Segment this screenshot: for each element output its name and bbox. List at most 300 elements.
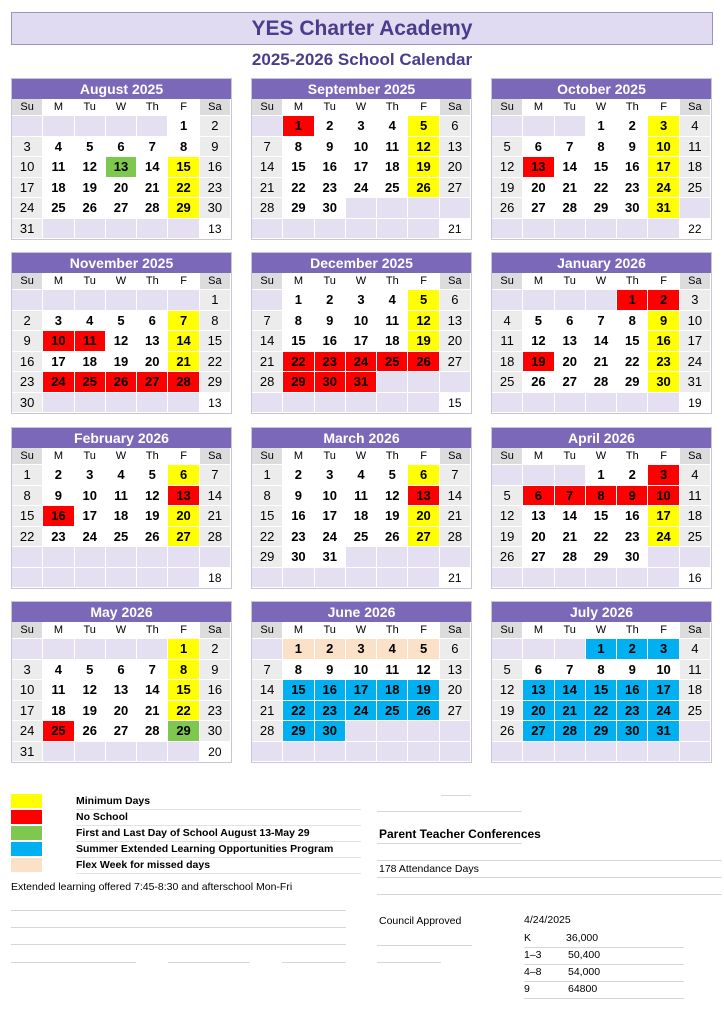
day-cell: 1 <box>283 290 314 311</box>
weekday-header: Th <box>137 448 168 465</box>
day-cell: 11 <box>492 331 523 352</box>
day-cell: 4 <box>43 137 74 158</box>
day-cell: 28 <box>137 721 168 742</box>
month-title: December 2025 <box>252 253 471 273</box>
day-cell: 20 <box>440 331 471 352</box>
day-cell: 5 <box>75 137 106 158</box>
day-cell: 11 <box>75 331 106 352</box>
day-cell: 10 <box>43 331 74 352</box>
day-cell: 12 <box>408 311 439 332</box>
day-cell: 26 <box>492 547 523 568</box>
empty-cell <box>283 393 314 414</box>
empty-cell <box>106 742 137 763</box>
empty-cell <box>346 219 377 240</box>
rule-line <box>524 981 684 982</box>
minutes-row <box>524 983 644 999</box>
day-cell: 28 <box>586 372 617 393</box>
day-cell: 29 <box>168 198 199 219</box>
empty-cell <box>346 721 377 742</box>
day-cell: 24 <box>315 527 346 548</box>
day-cell: 7 <box>555 137 586 158</box>
day-cell: 23 <box>43 527 74 548</box>
day-cell: 28 <box>200 527 231 548</box>
day-cell: 7 <box>252 137 283 158</box>
empty-cell <box>492 116 523 137</box>
day-cell: 12 <box>408 660 439 681</box>
day-cell: 5 <box>408 116 439 137</box>
weekday-header: Tu <box>315 448 346 465</box>
day-cell: 18 <box>492 352 523 373</box>
day-cell: 6 <box>523 137 554 158</box>
legend-swatch <box>11 826 42 840</box>
legend-item <box>11 794 361 810</box>
day-cell: 18 <box>106 506 137 527</box>
empty-cell <box>252 639 283 660</box>
day-cell: 10 <box>346 137 377 158</box>
month-calendar <box>251 427 472 589</box>
day-cell: 27 <box>440 178 471 199</box>
day-cell: 11 <box>106 486 137 507</box>
empty-cell <box>648 742 679 763</box>
day-cell: 3 <box>680 290 711 311</box>
day-cell: 1 <box>283 639 314 660</box>
day-cell: 12 <box>492 157 523 178</box>
month-calendar <box>251 252 472 414</box>
day-cell: 5 <box>492 486 523 507</box>
month-calendar <box>11 252 232 414</box>
day-cell: 19 <box>523 352 554 373</box>
day-cell: 27 <box>106 721 137 742</box>
day-cell: 29 <box>283 198 314 219</box>
month-title: May 2026 <box>12 602 231 622</box>
day-cell: 2 <box>315 290 346 311</box>
day-cell: 22 <box>168 701 199 722</box>
rule-line <box>168 962 250 963</box>
empty-cell <box>137 219 168 240</box>
day-cell: 27 <box>523 198 554 219</box>
day-cell: 8 <box>586 486 617 507</box>
day-cell: 2 <box>617 639 648 660</box>
day-cell: 9 <box>617 137 648 158</box>
weekday-header: W <box>106 622 137 639</box>
day-cell: 26 <box>75 721 106 742</box>
day-cell: 29 <box>283 372 314 393</box>
day-cell: 11 <box>377 311 408 332</box>
weekday-header: W <box>106 99 137 116</box>
weekday-header: M <box>523 622 554 639</box>
empty-cell <box>617 568 648 589</box>
empty-cell <box>283 568 314 589</box>
empty-cell <box>315 219 346 240</box>
empty-cell <box>43 568 74 589</box>
month-title: October 2025 <box>492 79 711 99</box>
day-cell: 24 <box>648 527 679 548</box>
page-title: YES Charter Academy <box>11 12 713 45</box>
day-cell: 16 <box>43 506 74 527</box>
day-cell: 17 <box>346 331 377 352</box>
day-cell: 31 <box>346 372 377 393</box>
weekday-header: W <box>346 448 377 465</box>
empty-cell <box>377 742 408 763</box>
weekday-header: Su <box>252 622 283 639</box>
day-cell: 5 <box>377 465 408 486</box>
day-cell: 24 <box>346 352 377 373</box>
day-cell: 24 <box>680 352 711 373</box>
day-cell: 23 <box>200 178 231 199</box>
legend-label: Minimum Days <box>76 795 151 807</box>
day-cell: 13 <box>106 680 137 701</box>
empty-cell <box>137 742 168 763</box>
empty-cell <box>648 547 679 568</box>
legend-swatch <box>11 842 42 856</box>
day-cell: 2 <box>200 116 231 137</box>
day-cell: 24 <box>43 372 74 393</box>
empty-cell <box>75 568 106 589</box>
empty-cell <box>315 393 346 414</box>
day-cell: 20 <box>168 506 199 527</box>
day-cell: 28 <box>440 527 471 548</box>
weekday-header: Sa <box>440 622 471 639</box>
day-cell: 24 <box>12 198 43 219</box>
month-calendar <box>491 601 712 763</box>
weekday-header: M <box>283 273 314 290</box>
day-cell: 8 <box>168 660 199 681</box>
day-cell: 28 <box>252 198 283 219</box>
empty-cell <box>377 393 408 414</box>
day-cell: 6 <box>555 311 586 332</box>
empty-cell <box>346 742 377 763</box>
school-days-count: 22 <box>680 219 711 240</box>
day-cell: 20 <box>523 701 554 722</box>
weekday-header: W <box>346 622 377 639</box>
day-cell: 6 <box>440 639 471 660</box>
rule-line <box>441 795 471 796</box>
day-cell: 4 <box>680 116 711 137</box>
day-cell: 10 <box>648 660 679 681</box>
empty-cell <box>75 219 106 240</box>
grade-label: 4–8 <box>524 966 542 978</box>
day-cell: 7 <box>440 465 471 486</box>
day-cell: 11 <box>680 137 711 158</box>
weekday-header: Sa <box>200 273 231 290</box>
day-cell: 13 <box>440 137 471 158</box>
day-cell: 7 <box>168 311 199 332</box>
day-cell: 10 <box>346 311 377 332</box>
day-cell: 23 <box>315 701 346 722</box>
empty-cell <box>492 465 523 486</box>
month-title: February 2026 <box>12 428 231 448</box>
month-title: June 2026 <box>252 602 471 622</box>
day-cell: 2 <box>648 290 679 311</box>
empty-cell <box>43 742 74 763</box>
weekday-header: W <box>586 448 617 465</box>
weekday-header: M <box>43 273 74 290</box>
day-cell: 18 <box>346 506 377 527</box>
empty-cell <box>377 568 408 589</box>
empty-cell <box>523 219 554 240</box>
empty-cell <box>617 742 648 763</box>
weekday-header: Su <box>492 273 523 290</box>
day-cell: 19 <box>106 352 137 373</box>
weekday-header: W <box>106 273 137 290</box>
day-cell: 5 <box>523 311 554 332</box>
empty-cell <box>555 742 586 763</box>
day-cell: 9 <box>200 137 231 158</box>
day-cell: 19 <box>75 178 106 199</box>
day-cell: 6 <box>440 116 471 137</box>
day-cell: 22 <box>586 178 617 199</box>
empty-cell <box>252 290 283 311</box>
day-cell: 20 <box>137 352 168 373</box>
day-cell: 4 <box>492 311 523 332</box>
day-cell: 6 <box>106 137 137 158</box>
minutes-row <box>524 932 644 948</box>
day-cell: 14 <box>555 680 586 701</box>
weekday-header: Sa <box>680 273 711 290</box>
weekday-header: F <box>408 448 439 465</box>
empty-cell <box>523 393 554 414</box>
day-cell: 1 <box>168 116 199 137</box>
day-cell: 25 <box>680 178 711 199</box>
empty-cell <box>523 116 554 137</box>
day-cell: 3 <box>12 137 43 158</box>
empty-cell <box>408 721 439 742</box>
empty-cell <box>283 742 314 763</box>
empty-cell <box>440 372 471 393</box>
empty-cell <box>43 547 74 568</box>
empty-cell <box>252 568 283 589</box>
empty-cell <box>377 721 408 742</box>
day-cell: 25 <box>106 527 137 548</box>
day-cell: 19 <box>408 331 439 352</box>
day-cell: 3 <box>43 311 74 332</box>
day-cell: 21 <box>555 178 586 199</box>
weekday-header: Su <box>252 448 283 465</box>
day-cell: 29 <box>586 547 617 568</box>
empty-cell <box>346 568 377 589</box>
day-cell: 27 <box>168 527 199 548</box>
day-cell: 30 <box>200 198 231 219</box>
day-cell: 26 <box>492 721 523 742</box>
weekday-header: Tu <box>75 448 106 465</box>
day-cell: 10 <box>12 680 43 701</box>
month-calendar <box>11 601 232 763</box>
day-cell: 28 <box>252 721 283 742</box>
day-cell: 7 <box>200 465 231 486</box>
day-cell: 20 <box>440 680 471 701</box>
weekday-header: Th <box>617 99 648 116</box>
day-cell: 30 <box>315 372 346 393</box>
empty-cell <box>586 290 617 311</box>
empty-cell <box>617 393 648 414</box>
empty-cell <box>137 290 168 311</box>
empty-cell <box>523 290 554 311</box>
day-cell: 6 <box>523 660 554 681</box>
weekday-header: F <box>408 622 439 639</box>
legend-label: Flex Week for missed days <box>76 859 211 871</box>
day-cell: 2 <box>617 465 648 486</box>
day-cell: 10 <box>75 486 106 507</box>
empty-cell <box>648 393 679 414</box>
day-cell: 30 <box>648 372 679 393</box>
school-days-count: 13 <box>200 219 231 240</box>
day-cell: 16 <box>617 506 648 527</box>
empty-cell <box>315 568 346 589</box>
day-cell: 14 <box>137 680 168 701</box>
day-cell: 9 <box>283 486 314 507</box>
empty-cell <box>137 547 168 568</box>
day-cell: 12 <box>408 137 439 158</box>
day-cell: 15 <box>168 157 199 178</box>
day-cell: 12 <box>377 486 408 507</box>
weekday-header: W <box>346 273 377 290</box>
day-cell: 17 <box>680 331 711 352</box>
day-cell: 11 <box>43 680 74 701</box>
empty-cell <box>137 568 168 589</box>
day-cell: 10 <box>648 486 679 507</box>
grade-label: 1–3 <box>524 949 542 961</box>
day-cell: 19 <box>377 506 408 527</box>
legend-item <box>11 842 361 858</box>
day-cell: 28 <box>555 721 586 742</box>
weekday-header: Th <box>377 273 408 290</box>
day-cell: 15 <box>168 680 199 701</box>
rule-line <box>377 962 441 963</box>
day-cell: 30 <box>617 198 648 219</box>
day-cell: 30 <box>315 721 346 742</box>
empty-cell <box>555 393 586 414</box>
empty-cell <box>586 393 617 414</box>
day-cell: 18 <box>377 331 408 352</box>
weekday-header: Th <box>137 99 168 116</box>
day-cell: 14 <box>555 506 586 527</box>
day-cell: 1 <box>252 465 283 486</box>
day-cell: 27 <box>408 527 439 548</box>
empty-cell <box>377 372 408 393</box>
day-cell: 22 <box>12 527 43 548</box>
day-cell: 8 <box>617 311 648 332</box>
day-cell: 14 <box>252 680 283 701</box>
day-cell: 15 <box>283 331 314 352</box>
grade-label: 9 <box>524 983 530 995</box>
weekday-header: M <box>43 622 74 639</box>
empty-cell <box>680 547 711 568</box>
month-calendar <box>491 78 712 240</box>
day-cell: 24 <box>346 701 377 722</box>
day-cell: 4 <box>377 639 408 660</box>
day-cell: 5 <box>492 660 523 681</box>
empty-cell <box>648 568 679 589</box>
weekday-header: F <box>168 622 199 639</box>
day-cell: 13 <box>440 311 471 332</box>
day-cell: 17 <box>315 506 346 527</box>
day-cell: 25 <box>377 352 408 373</box>
day-cell: 6 <box>106 660 137 681</box>
weekday-header: Tu <box>555 273 586 290</box>
day-cell: 14 <box>168 331 199 352</box>
day-cell: 28 <box>137 198 168 219</box>
empty-cell <box>106 547 137 568</box>
weekday-header: Sa <box>440 448 471 465</box>
day-cell: 16 <box>200 157 231 178</box>
empty-cell <box>75 116 106 137</box>
day-cell: 3 <box>346 116 377 137</box>
day-cell: 10 <box>12 157 43 178</box>
day-cell: 8 <box>586 660 617 681</box>
day-cell: 3 <box>12 660 43 681</box>
day-cell: 4 <box>346 465 377 486</box>
day-cell: 2 <box>315 116 346 137</box>
weekday-header: Th <box>137 273 168 290</box>
empty-cell <box>12 547 43 568</box>
day-cell: 26 <box>408 701 439 722</box>
empty-cell <box>75 393 106 414</box>
day-cell: 8 <box>283 660 314 681</box>
day-cell: 26 <box>106 372 137 393</box>
rule-line <box>282 962 346 963</box>
empty-cell <box>252 219 283 240</box>
empty-cell <box>168 547 199 568</box>
day-cell: 25 <box>43 721 74 742</box>
empty-cell <box>12 568 43 589</box>
rule-line <box>524 964 684 965</box>
empty-cell <box>523 742 554 763</box>
day-cell: 16 <box>617 157 648 178</box>
day-cell: 1 <box>12 465 43 486</box>
school-days-count: 18 <box>200 568 231 589</box>
weekday-header: M <box>523 448 554 465</box>
empty-cell <box>492 393 523 414</box>
month-calendar <box>251 601 472 763</box>
day-cell: 15 <box>283 157 314 178</box>
day-cell: 30 <box>12 393 43 414</box>
day-cell: 23 <box>315 352 346 373</box>
empty-cell <box>617 219 648 240</box>
day-cell: 28 <box>168 372 199 393</box>
day-cell: 13 <box>555 331 586 352</box>
day-cell: 16 <box>283 506 314 527</box>
rule-line <box>377 811 522 812</box>
empty-cell <box>523 568 554 589</box>
empty-cell <box>648 219 679 240</box>
empty-cell <box>555 219 586 240</box>
day-cell: 21 <box>252 352 283 373</box>
empty-cell <box>43 219 74 240</box>
day-cell: 11 <box>346 486 377 507</box>
day-cell: 20 <box>106 701 137 722</box>
day-cell: 3 <box>346 639 377 660</box>
day-cell: 1 <box>168 639 199 660</box>
day-cell: 12 <box>492 506 523 527</box>
attendance-days: 178 Attendance Days <box>379 863 479 875</box>
month-title: January 2026 <box>492 253 711 273</box>
day-cell: 6 <box>408 465 439 486</box>
empty-cell <box>75 742 106 763</box>
day-cell: 25 <box>377 178 408 199</box>
page-subtitle: 2025-2026 School Calendar <box>251 50 473 69</box>
school-days-count: 15 <box>440 393 471 414</box>
empty-cell <box>12 290 43 311</box>
weekday-header: M <box>283 448 314 465</box>
empty-cell <box>408 198 439 219</box>
legend-swatch <box>11 810 42 824</box>
weekday-header: Su <box>12 99 43 116</box>
empty-cell <box>440 742 471 763</box>
day-cell: 22 <box>252 527 283 548</box>
weekday-header: W <box>586 622 617 639</box>
day-cell: 15 <box>586 680 617 701</box>
day-cell: 25 <box>75 372 106 393</box>
